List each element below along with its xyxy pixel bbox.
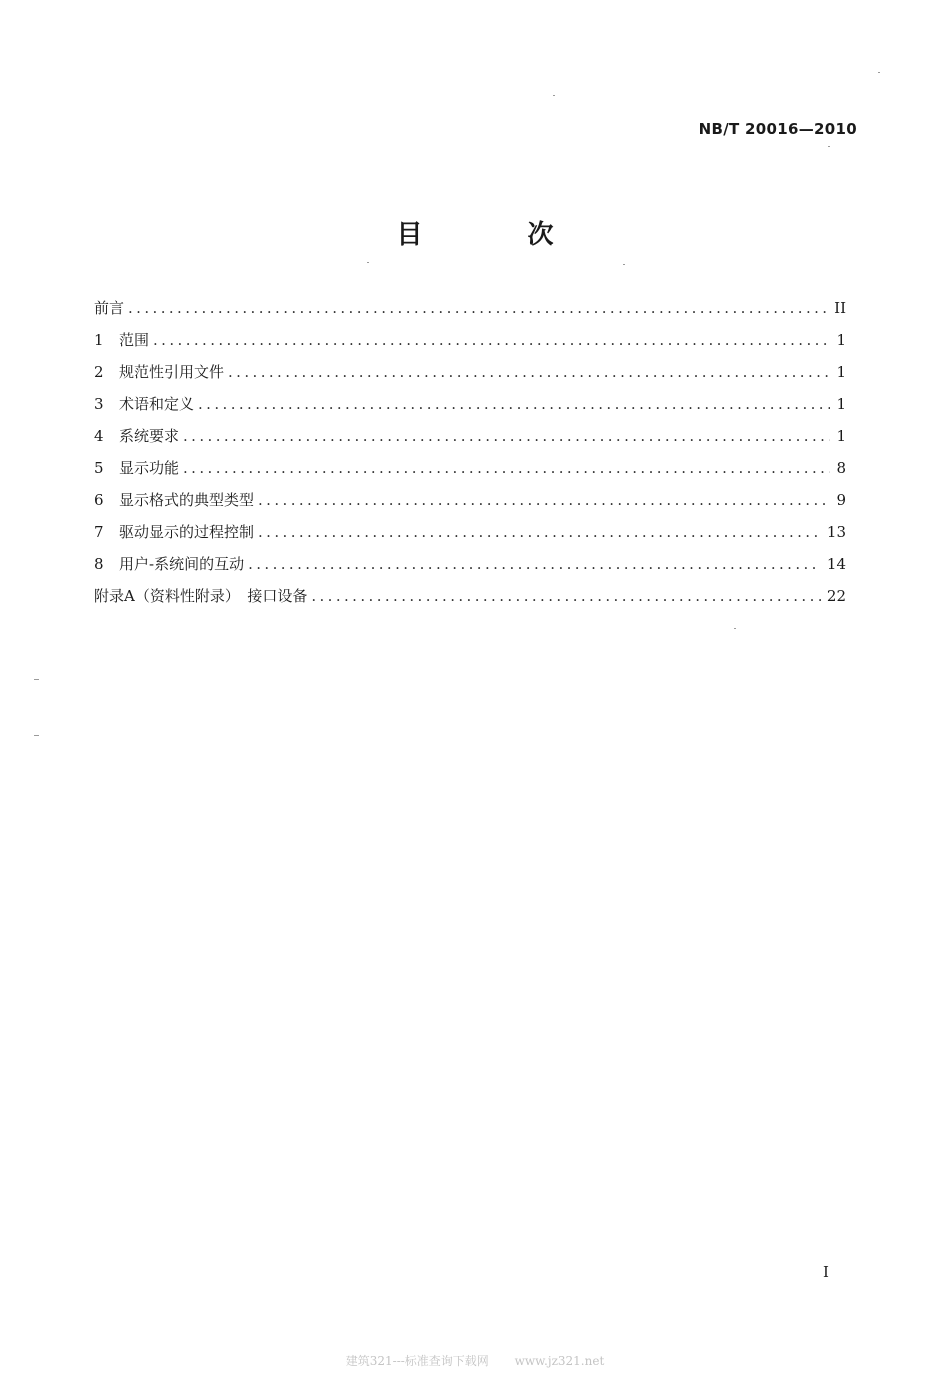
toc-entry-label: 显示格式的典型类型 [119, 491, 255, 509]
toc-dot-leader [228, 360, 830, 384]
toc-dot-leader [183, 424, 830, 448]
toc-entry-3[interactable] [94, 392, 846, 424]
toc-entry-2[interactable] [94, 360, 846, 392]
toc-entry-page: 9 [836, 491, 846, 509]
toc-entry-label: 驱动显示的过程控制 [119, 523, 255, 541]
toc-entry-number: 1 [94, 331, 104, 349]
toc-entry-number: 8 [94, 555, 104, 573]
toc-entry-number: 6 [94, 491, 104, 509]
toc-dot-leader [153, 328, 830, 352]
toc-entry-page: 1 [836, 363, 846, 381]
toc-entry-label: 术语和定义 [119, 395, 195, 413]
toc-dot-leader [311, 584, 821, 608]
standard-number: NB/T 20016—2010 [698, 120, 857, 138]
scan-speck [828, 146, 830, 147]
toc-entry-1[interactable] [94, 328, 846, 360]
toc-entry-4[interactable] [94, 424, 846, 456]
toc-entry-label: 显示功能 [119, 459, 180, 477]
page-number: I [823, 1263, 829, 1281]
toc-entry-label: 系统要求 [119, 427, 180, 445]
toc-entry-5[interactable] [94, 456, 846, 488]
toc-entry-appendix-a[interactable] [94, 584, 846, 616]
page-title: 目 次 [396, 220, 602, 250]
toc-entry-page: 22 [826, 587, 846, 605]
toc-entry-label: 规范性引用文件 [119, 363, 225, 381]
toc-entry-number: 2 [94, 363, 104, 381]
toc-entry-foreword[interactable] [94, 296, 846, 328]
scan-speck [367, 262, 369, 263]
scan-speck [34, 735, 39, 736]
toc-dot-leader [198, 392, 830, 416]
scan-speck [34, 679, 39, 680]
scan-speck [553, 95, 555, 96]
toc-entry-page: 8 [836, 459, 846, 477]
toc-entry-label: 前言 [94, 299, 125, 317]
toc-entry-page: 14 [826, 555, 846, 573]
toc-entry-number: 5 [94, 459, 104, 477]
toc-entry-page: II [834, 299, 846, 317]
scan-speck [878, 72, 880, 73]
toc-entry-number: 4 [94, 427, 104, 445]
toc-dot-leader [248, 552, 821, 576]
toc-entry-page: 13 [826, 523, 846, 541]
toc-dot-leader [128, 296, 828, 320]
footer-watermark [0, 1352, 950, 1369]
toc-entry-label: 附录A（资料性附录） 接口设备 [94, 587, 308, 605]
toc-entry-6[interactable] [94, 488, 846, 520]
toc-entry-label: 用户-系统间的互动 [119, 555, 245, 573]
watermark-site-url[interactable]: www.jz321.net [514, 1354, 605, 1368]
toc-dot-leader [183, 456, 830, 480]
toc-dot-leader [258, 488, 830, 512]
toc-dot-leader [258, 520, 821, 544]
table-of-contents [94, 296, 846, 616]
toc-entry-page: 1 [836, 331, 846, 349]
watermark-site-name: 建筑321---标准查询下载网 [345, 1354, 489, 1368]
toc-entry-8[interactable] [94, 552, 846, 584]
scan-speck [623, 264, 625, 265]
scan-speck [734, 628, 736, 629]
toc-entry-label: 范围 [119, 331, 150, 349]
toc-entry-7[interactable] [94, 520, 846, 552]
toc-entry-number: 7 [94, 523, 104, 541]
toc-entry-number: 3 [94, 395, 104, 413]
toc-entry-page: 1 [836, 427, 846, 445]
toc-entry-page: 1 [836, 395, 846, 413]
